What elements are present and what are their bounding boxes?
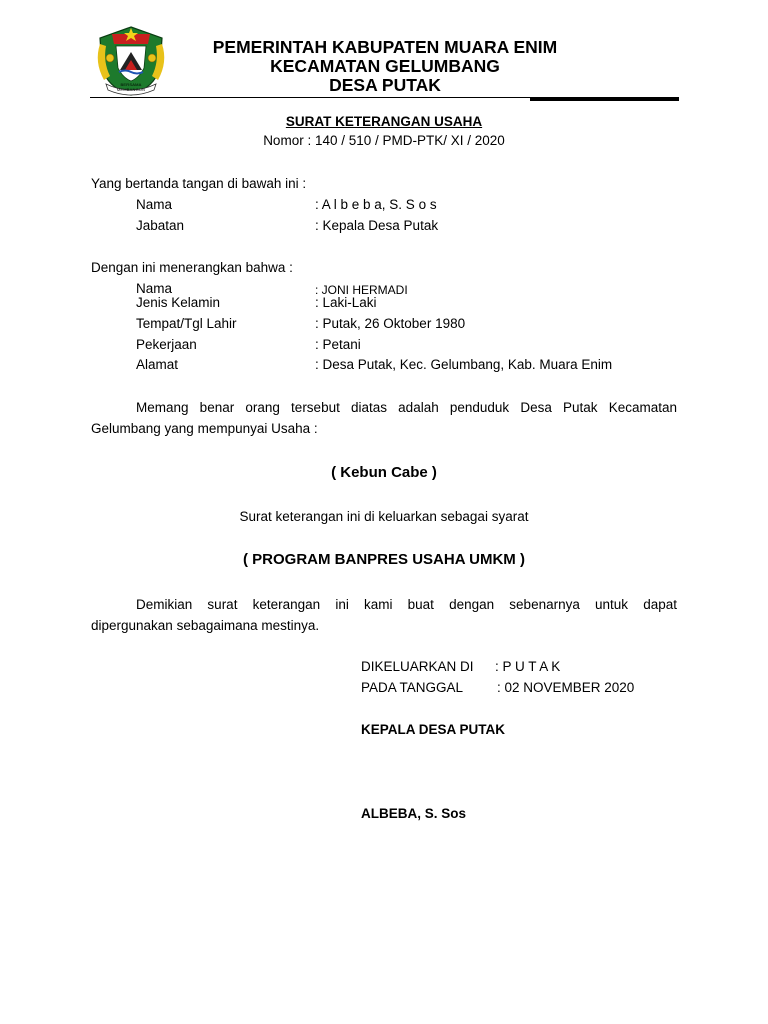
subject-address-value: : Desa Putak, Kec. Gelumbang, Kab. Muara Enim <box>315 357 613 372</box>
signatory-position-title: KEPALA DESA PUTAK <box>361 722 506 737</box>
letterhead-line-2: KECAMATAN GELUMBANG <box>270 56 500 76</box>
paragraph-2-line-2: dipergunakan sebagaimana mestinya. <box>91 618 320 633</box>
subject-name-value: : JONI HERMADI <box>315 283 408 297</box>
subject-birth-label: Tempat/Tgl Lahir <box>136 316 237 331</box>
signatory-position-value: : Kepala Desa Putak <box>315 218 439 233</box>
letterhead-line-3: DESA PUTAK <box>329 75 441 95</box>
subject-occupation-value: : Petani <box>315 337 361 352</box>
signer-name: ALBEBA, S. Sos <box>361 806 467 821</box>
issued-at-value: : P U T A K <box>495 659 561 674</box>
subject-intro: Dengan ini menerangkan bahwa : <box>91 260 293 275</box>
paragraph-2-line-1: Demikian surat keterangan ini kami buat dengan sebenarnya untuk dapat <box>136 597 677 612</box>
purpose-intro: Surat keterangan ini di keluarkan sebagai syarat <box>239 509 529 524</box>
letterhead-rule-thick <box>530 98 679 101</box>
subject-occupation-label: Pekerjaan <box>136 337 197 352</box>
paragraph-1-line-1: Memang benar orang tersebut diatas adalah penduduk Desa Putak Kecamatan <box>136 400 677 415</box>
program-name: ( PROGRAM BANPRES USAHA UMKM ) <box>243 551 525 568</box>
subject-name-label: Nama <box>136 281 173 296</box>
subject-gender-label: Jenis Kelamin <box>136 295 221 310</box>
subject-address-label: Alamat <box>136 357 179 372</box>
emblem-ribbon-text: BERSAMA MEMBANGUN <box>116 82 146 92</box>
letter-title: SURAT KETERANGAN USAHA <box>285 114 483 129</box>
business-name: ( Kebun Cabe ) <box>331 464 437 481</box>
issued-at-label: DIKELUARKAN DI <box>361 659 474 674</box>
subject-birth-value: : Putak, 26 Oktober 1980 <box>315 316 466 331</box>
signatory-position-label: Jabatan <box>136 218 185 233</box>
issue-date-value: : 02 NOVEMBER 2020 <box>497 680 635 695</box>
signatory-intro: Yang bertanda tangan di bawah ini : <box>91 176 307 191</box>
letterhead-line-1: PEMERINTAH KABUPATEN MUARA ENIM <box>212 37 558 57</box>
letter-number: Nomor : 140 / 510 / PMD-PTK/ XI / 2020 <box>263 133 505 148</box>
subject-gender-value: : Laki-Laki <box>315 295 377 310</box>
signatory-name-value: : A l b e b a, S. S o s <box>315 197 437 212</box>
paragraph-1-line-2: Gelumbang yang mempunyai Usaha : <box>91 421 318 436</box>
signatory-name-label: Nama <box>136 197 173 212</box>
issue-date-label: PADA TANGGAL <box>361 680 464 695</box>
